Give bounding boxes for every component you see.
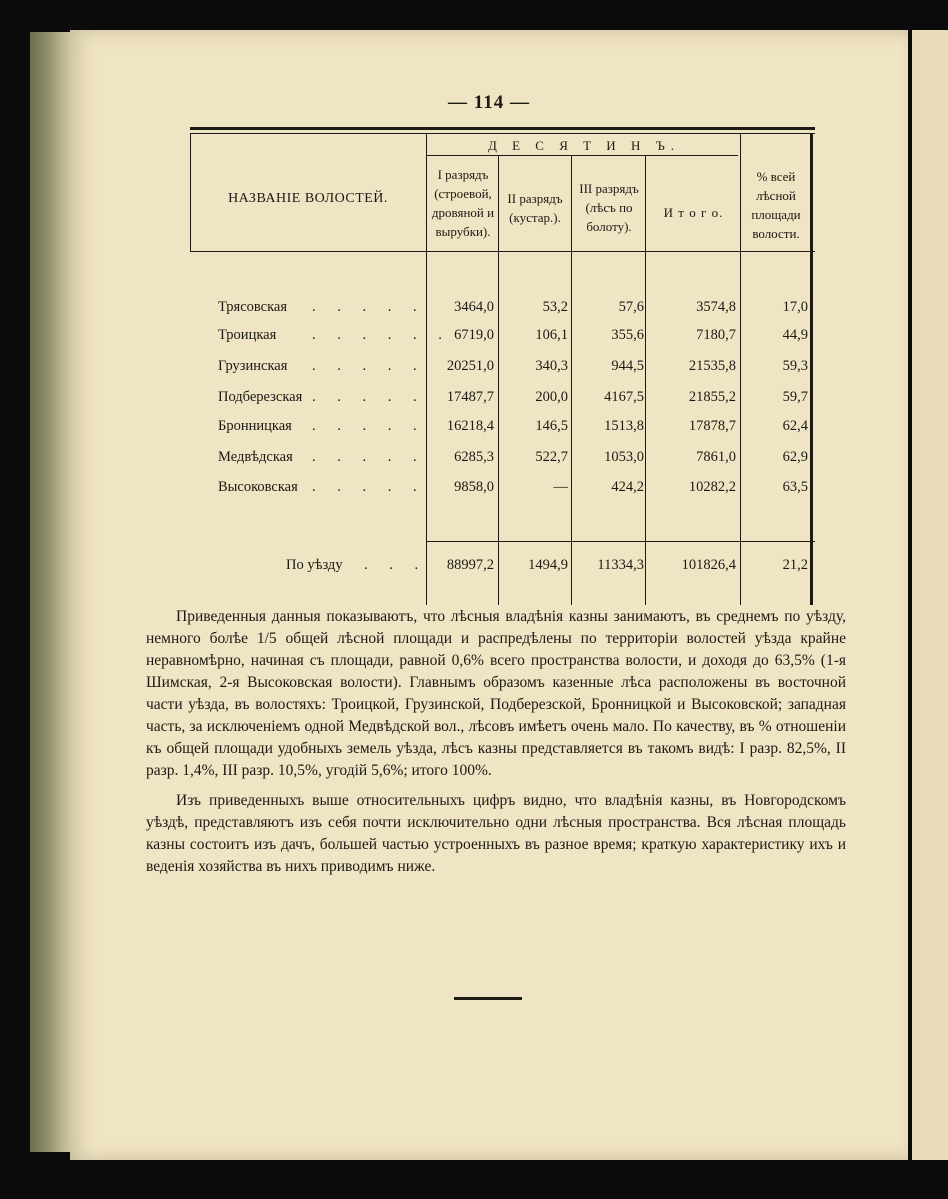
body-text bbox=[146, 606, 846, 886]
table-top-rule bbox=[190, 127, 815, 130]
table-total-row bbox=[190, 557, 815, 583]
row-name: Подберезская bbox=[218, 389, 303, 405]
paragraph-1: Приведенныя данныя показываютъ, что лѣсныя владѣнія казны занимаютъ, въ среднемъ по уѣзду, немного болѣе 1/5 общей лѣсной площади и распредѣлены по территоріи волостей уѣзда крайне неравномѣрно, начиная съ площади, равной 0,6% всего пространства волости, и доходя до 63,5% (1-я Шимская, 2-я Высоковская волости). Главнымъ образомъ казенные лѣса расположены въ восточной части уѣзда, въ волостяхъ: Троицкой, Грузинской, Подберезской, Бронницкой и Высоковской; западная часть, за исключеніемъ одной Медвѣдской вол., лѣсовъ имѣетъ очень мало. По качеству, въ % отношеніи къ общей площади удобныхъ земель уѣзда, лѣсъ казны представляется въ такомъ видѣ: I разр. 82,5%, II разр. 1,4%, III разр. 10,5%, угодій 5,6%; итого 100%. bbox=[146, 608, 846, 779]
cell-class2: 146,5 bbox=[535, 418, 568, 434]
cell-percent: 44,9 bbox=[782, 327, 808, 343]
leader-dots: . . . . . bbox=[312, 389, 426, 405]
table-top-rule-thin bbox=[190, 133, 815, 134]
book-spine bbox=[30, 32, 74, 1152]
total-rule bbox=[426, 541, 815, 542]
cell-percent: 62,4 bbox=[782, 418, 808, 434]
cell-class2: 522,7 bbox=[535, 449, 568, 465]
cell-percent: 59,3 bbox=[782, 358, 808, 374]
leader-dots: . . . . . bbox=[312, 418, 426, 434]
group-header-rule bbox=[426, 155, 738, 156]
cell-class3: 1513,8 bbox=[604, 418, 644, 434]
forest-area-table bbox=[190, 127, 815, 609]
total-class3: 11334,3 bbox=[597, 557, 644, 573]
cell-class3: 424,2 bbox=[611, 479, 644, 495]
cell-total: 21855,2 bbox=[688, 389, 736, 405]
table-row bbox=[190, 479, 815, 505]
adjacent-page-edge bbox=[912, 30, 948, 1160]
header-col-1: I разрядъ (строевой, дровяной и вырубки). bbox=[431, 167, 495, 239]
row-name: Троицкая bbox=[218, 327, 277, 343]
row-name: Грузинская bbox=[218, 358, 288, 374]
header-col-4: И т о г о. bbox=[663, 205, 724, 220]
row-name: Трясовская bbox=[218, 299, 288, 315]
table-row bbox=[190, 418, 815, 444]
cell-class3: 57,6 bbox=[618, 299, 644, 315]
leader-dots: . . . . . bbox=[312, 299, 426, 315]
header-col-2: II разрядъ (кустар.). bbox=[507, 191, 563, 225]
cell-percent: 59,7 bbox=[782, 389, 808, 405]
row-name: Высоковская bbox=[218, 479, 298, 495]
total-class2: 1494,9 bbox=[528, 557, 568, 573]
cell-class1: 6719,0 bbox=[454, 327, 494, 343]
header-col-5: % всей лѣсной площади волости. bbox=[751, 169, 801, 241]
cell-class1: 16218,4 bbox=[446, 418, 494, 434]
total-sum: 101826,4 bbox=[681, 557, 736, 573]
total-label: По уѣзду bbox=[286, 557, 343, 573]
cell-total: 7861,0 bbox=[696, 449, 736, 465]
table-row bbox=[190, 327, 815, 353]
cell-class1: 3464,0 bbox=[454, 299, 494, 315]
total-class1: 88997,2 bbox=[446, 557, 494, 573]
leader-dots: . . . bbox=[364, 557, 428, 573]
row-name: Бронницкая bbox=[218, 418, 292, 434]
header-desyatin-group: Д Е С Я Т И Н Ъ. bbox=[487, 138, 681, 153]
cell-class2: 340,3 bbox=[535, 358, 568, 374]
cell-total: 17878,7 bbox=[688, 418, 736, 434]
table-row bbox=[190, 358, 815, 384]
cell-percent: 62,9 bbox=[782, 449, 808, 465]
cell-percent: 63,5 bbox=[782, 479, 808, 495]
cell-class3: 944,5 bbox=[611, 358, 644, 374]
header-bottom-rule bbox=[190, 251, 815, 252]
cell-total: 10282,2 bbox=[688, 479, 736, 495]
cell-class2: 53,2 bbox=[542, 299, 568, 315]
cell-total: 21535,8 bbox=[688, 358, 736, 374]
leader-dots: . . . . . bbox=[312, 358, 426, 374]
table-row bbox=[190, 389, 815, 415]
cell-class1: 9858,0 bbox=[454, 479, 494, 495]
cell-class1: 20251,0 bbox=[446, 358, 494, 374]
cell-class2: 200,0 bbox=[535, 389, 568, 405]
leader-dots: . . . . . bbox=[312, 479, 426, 495]
leader-dots: . . . . . bbox=[312, 449, 426, 465]
book-page bbox=[70, 30, 908, 1160]
header-volost-name: НАЗВАНІЕ ВОЛОСТЕЙ. bbox=[228, 191, 388, 206]
row-name: Медвѣдская bbox=[218, 449, 293, 465]
cell-class2: — bbox=[553, 479, 568, 495]
cell-class3: 4167,5 bbox=[604, 389, 644, 405]
leader-dots: . . . . . . bbox=[312, 327, 451, 343]
end-ornament-rule bbox=[454, 997, 522, 1000]
cell-class3: 1053,0 bbox=[604, 449, 644, 465]
cell-total: 7180,7 bbox=[696, 327, 736, 343]
total-percent: 21,2 bbox=[782, 557, 808, 573]
cell-class1: 6285,3 bbox=[454, 449, 494, 465]
cell-total: 3574,8 bbox=[696, 299, 736, 315]
cell-class3: 355,6 bbox=[611, 327, 644, 343]
table-row bbox=[190, 449, 815, 475]
paragraph-2: Изъ приведенныхъ выше относительныхъ цифръ видно, что владѣнія казны, въ Новгородскомъ уѣздѣ, представляютъ изъ себя почти исключительно одни лѣсныя пространства. Вся лѣсная площадь казны состоитъ изъ дачъ, большей частью устроенныхъ въ разное время; краткую характеристику ихъ и веденія хозяйства въ нихъ приводимъ ниже. bbox=[146, 792, 846, 875]
table-row bbox=[190, 299, 815, 325]
header-col-3: III разрядъ (лѣсъ по болоту). bbox=[579, 181, 639, 234]
page-number: — 114 — bbox=[448, 92, 530, 113]
cell-percent: 17,0 bbox=[782, 299, 808, 315]
cell-class1: 17487,7 bbox=[446, 389, 494, 405]
cell-class2: 106,1 bbox=[535, 327, 568, 343]
